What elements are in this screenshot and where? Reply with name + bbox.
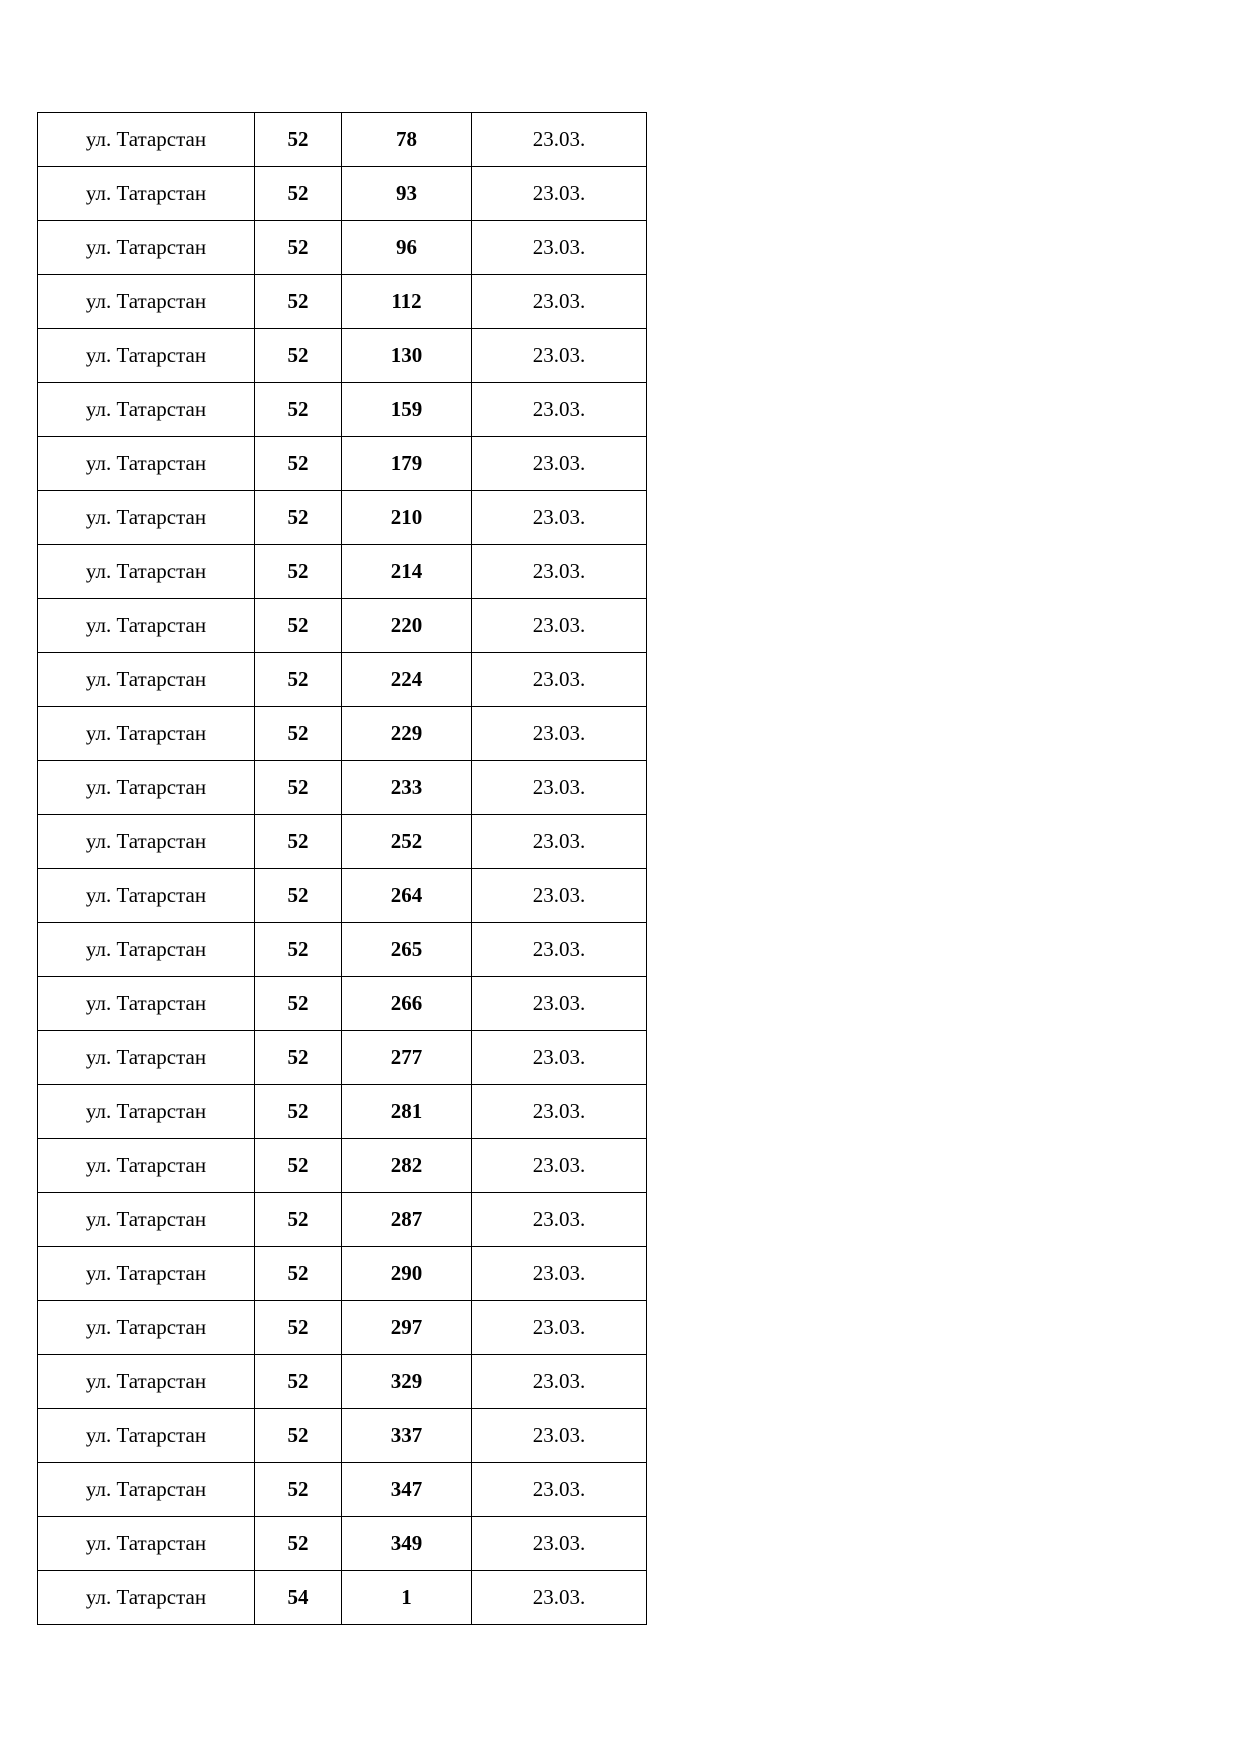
apartment-number-cell: 282 (342, 1139, 472, 1193)
apartment-number-cell: 337 (342, 1409, 472, 1463)
street-cell: ул. Татарстан (38, 1355, 255, 1409)
street-cell: ул. Татарстан (38, 1571, 255, 1625)
address-table-body (38, 113, 647, 1625)
date-cell: 23.03. (472, 1139, 647, 1193)
street-cell: ул. Татарстан (38, 923, 255, 977)
street-cell: ул. Татарстан (38, 275, 255, 329)
table-row (38, 653, 647, 707)
house-number-cell: 52 (255, 1193, 342, 1247)
date-cell: 23.03. (472, 1085, 647, 1139)
date-cell: 23.03. (472, 221, 647, 275)
apartment-number-cell: 159 (342, 383, 472, 437)
house-number-cell: 52 (255, 1409, 342, 1463)
house-number-cell: 52 (255, 167, 342, 221)
apartment-number-cell: 265 (342, 923, 472, 977)
house-number-cell: 52 (255, 815, 342, 869)
house-number-cell: 52 (255, 869, 342, 923)
house-number-cell: 52 (255, 329, 342, 383)
house-number-cell: 52 (255, 1247, 342, 1301)
street-cell: ул. Татарстан (38, 761, 255, 815)
house-number-cell: 52 (255, 545, 342, 599)
street-cell: ул. Татарстан (38, 815, 255, 869)
table-row (38, 1085, 647, 1139)
street-cell: ул. Татарстан (38, 383, 255, 437)
house-number-cell: 52 (255, 221, 342, 275)
table-row (38, 437, 647, 491)
house-number-cell: 52 (255, 653, 342, 707)
table-row (38, 383, 647, 437)
table-row (38, 1193, 647, 1247)
street-cell: ул. Татарстан (38, 1031, 255, 1085)
date-cell: 23.03. (472, 1463, 647, 1517)
table-row (38, 815, 647, 869)
date-cell: 23.03. (472, 167, 647, 221)
date-cell: 23.03. (472, 1409, 647, 1463)
street-cell: ул. Татарстан (38, 491, 255, 545)
apartment-number-cell: 78 (342, 113, 472, 167)
table-row (38, 113, 647, 167)
date-cell: 23.03. (472, 113, 647, 167)
date-cell: 23.03. (472, 545, 647, 599)
date-cell: 23.03. (472, 653, 647, 707)
table-row (38, 1409, 647, 1463)
table-row (38, 1571, 647, 1625)
table-row (38, 1031, 647, 1085)
house-number-cell: 52 (255, 1139, 342, 1193)
apartment-number-cell: 112 (342, 275, 472, 329)
table-row (38, 1463, 647, 1517)
date-cell: 23.03. (472, 329, 647, 383)
apartment-number-cell: 277 (342, 1031, 472, 1085)
date-cell: 23.03. (472, 707, 647, 761)
house-number-cell: 52 (255, 1085, 342, 1139)
apartment-number-cell: 329 (342, 1355, 472, 1409)
date-cell: 23.03. (472, 1355, 647, 1409)
date-cell: 23.03. (472, 275, 647, 329)
house-number-cell: 52 (255, 977, 342, 1031)
date-cell: 23.03. (472, 599, 647, 653)
date-cell: 23.03. (472, 383, 647, 437)
street-cell: ул. Татарстан (38, 437, 255, 491)
table-row (38, 923, 647, 977)
street-cell: ул. Татарстан (38, 1247, 255, 1301)
house-number-cell: 52 (255, 1355, 342, 1409)
table-row (38, 599, 647, 653)
date-cell: 23.03. (472, 491, 647, 545)
street-cell: ул. Татарстан (38, 1517, 255, 1571)
date-cell: 23.03. (472, 1247, 647, 1301)
apartment-number-cell: 1 (342, 1571, 472, 1625)
table-row (38, 167, 647, 221)
date-cell: 23.03. (472, 1517, 647, 1571)
table-row (38, 1301, 647, 1355)
street-cell: ул. Татарстан (38, 113, 255, 167)
apartment-number-cell: 281 (342, 1085, 472, 1139)
table-row (38, 1517, 647, 1571)
table-row (38, 707, 647, 761)
house-number-cell: 52 (255, 1031, 342, 1085)
table-row (38, 1355, 647, 1409)
house-number-cell: 52 (255, 707, 342, 761)
apartment-number-cell: 252 (342, 815, 472, 869)
apartment-number-cell: 224 (342, 653, 472, 707)
house-number-cell: 52 (255, 437, 342, 491)
street-cell: ул. Татарстан (38, 1085, 255, 1139)
house-number-cell: 52 (255, 1517, 342, 1571)
apartment-number-cell: 290 (342, 1247, 472, 1301)
street-cell: ул. Татарстан (38, 1301, 255, 1355)
street-cell: ул. Татарстан (38, 167, 255, 221)
apartment-number-cell: 229 (342, 707, 472, 761)
house-number-cell: 52 (255, 275, 342, 329)
date-cell: 23.03. (472, 761, 647, 815)
table-row (38, 491, 647, 545)
table-row (38, 1247, 647, 1301)
apartment-number-cell: 266 (342, 977, 472, 1031)
house-number-cell: 52 (255, 1463, 342, 1517)
street-cell: ул. Татарстан (38, 977, 255, 1031)
apartment-number-cell: 210 (342, 491, 472, 545)
house-number-cell: 52 (255, 599, 342, 653)
apartment-number-cell: 349 (342, 1517, 472, 1571)
street-cell: ул. Татарстан (38, 707, 255, 761)
street-cell: ул. Татарстан (38, 599, 255, 653)
house-number-cell: 52 (255, 1301, 342, 1355)
table-row (38, 1139, 647, 1193)
apartment-number-cell: 130 (342, 329, 472, 383)
date-cell: 23.03. (472, 923, 647, 977)
street-cell: ул. Татарстан (38, 545, 255, 599)
apartment-number-cell: 220 (342, 599, 472, 653)
table-row (38, 221, 647, 275)
date-cell: 23.03. (472, 1301, 647, 1355)
date-cell: 23.03. (472, 1031, 647, 1085)
apartment-number-cell: 297 (342, 1301, 472, 1355)
street-cell: ул. Татарстан (38, 653, 255, 707)
table-row (38, 329, 647, 383)
date-cell: 23.03. (472, 1571, 647, 1625)
date-cell: 23.03. (472, 815, 647, 869)
address-table (37, 112, 647, 1625)
house-number-cell: 52 (255, 113, 342, 167)
house-number-cell: 52 (255, 491, 342, 545)
apartment-number-cell: 287 (342, 1193, 472, 1247)
street-cell: ул. Татарстан (38, 869, 255, 923)
table-row (38, 545, 647, 599)
table-row (38, 869, 647, 923)
house-number-cell: 52 (255, 761, 342, 815)
table-row (38, 275, 647, 329)
apartment-number-cell: 233 (342, 761, 472, 815)
date-cell: 23.03. (472, 1193, 647, 1247)
apartment-number-cell: 347 (342, 1463, 472, 1517)
apartment-number-cell: 214 (342, 545, 472, 599)
house-number-cell: 52 (255, 923, 342, 977)
apartment-number-cell: 264 (342, 869, 472, 923)
date-cell: 23.03. (472, 869, 647, 923)
street-cell: ул. Татарстан (38, 1193, 255, 1247)
apartment-number-cell: 93 (342, 167, 472, 221)
table-row (38, 761, 647, 815)
apartment-number-cell: 96 (342, 221, 472, 275)
street-cell: ул. Татарстан (38, 221, 255, 275)
house-number-cell: 52 (255, 383, 342, 437)
street-cell: ул. Татарстан (38, 1463, 255, 1517)
apartment-number-cell: 179 (342, 437, 472, 491)
street-cell: ул. Татарстан (38, 329, 255, 383)
date-cell: 23.03. (472, 437, 647, 491)
house-number-cell: 54 (255, 1571, 342, 1625)
table-row (38, 977, 647, 1031)
date-cell: 23.03. (472, 977, 647, 1031)
street-cell: ул. Татарстан (38, 1409, 255, 1463)
street-cell: ул. Татарстан (38, 1139, 255, 1193)
